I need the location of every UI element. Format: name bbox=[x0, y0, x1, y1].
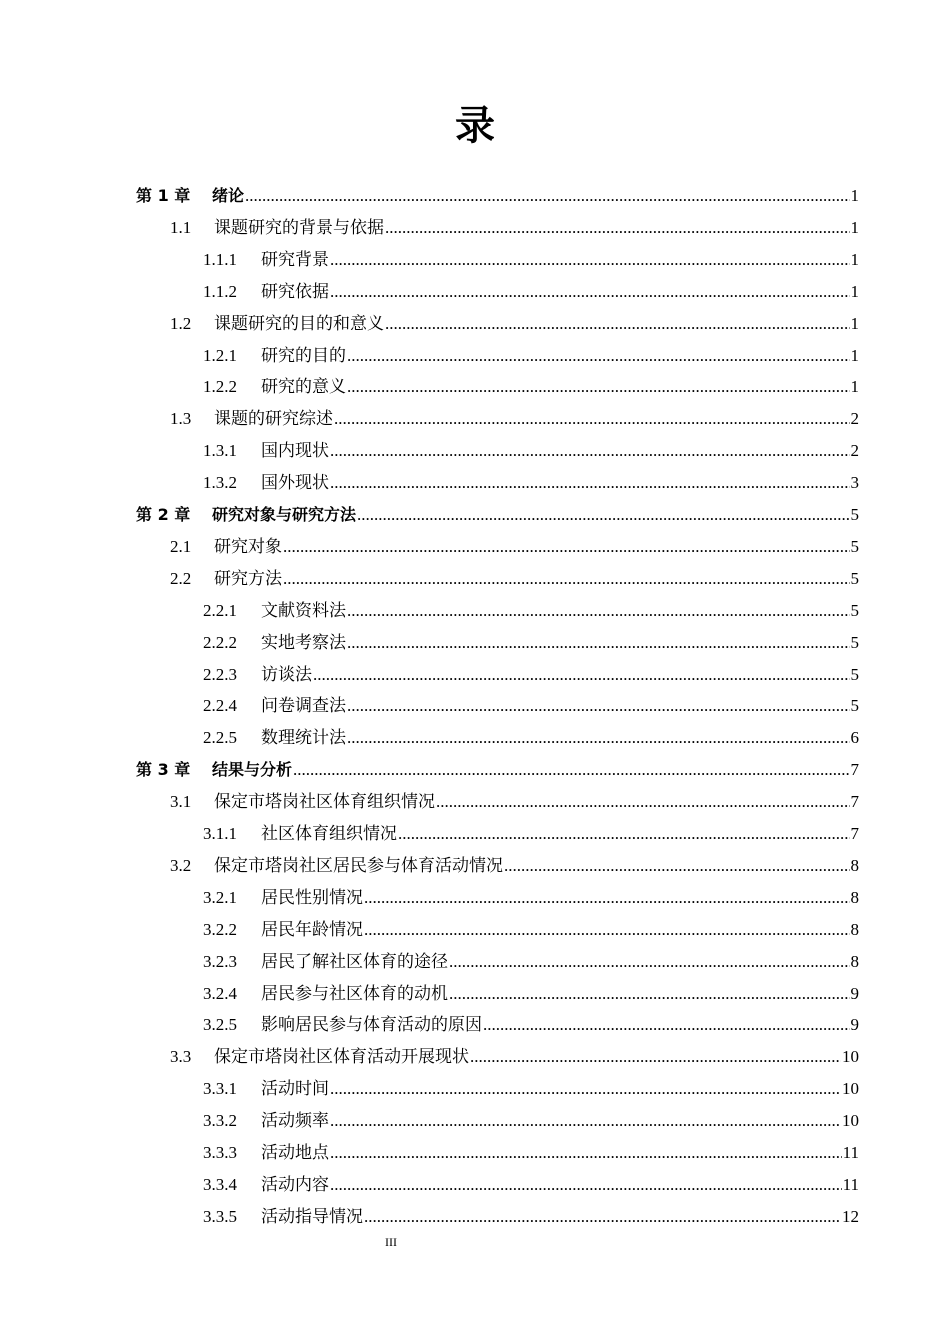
toc-dot-leader bbox=[347, 690, 850, 722]
toc-entry-page: 8 bbox=[850, 952, 859, 971]
toc-entry-number: 3.3.3 bbox=[203, 1143, 237, 1162]
toc-entry-number: 1.3 bbox=[170, 409, 192, 428]
toc-entry-title: 数理统计法 bbox=[261, 728, 346, 748]
toc-dot-leader bbox=[330, 1105, 841, 1137]
toc-entry-page: 10 bbox=[842, 1079, 859, 1098]
toc-entry-title: 活动内容 bbox=[261, 1175, 329, 1195]
toc-entry-title: 国内现状 bbox=[261, 441, 329, 461]
toc-dot-leader bbox=[330, 244, 850, 276]
toc-entry-page: 1 bbox=[850, 346, 859, 365]
toc-dot-leader bbox=[364, 914, 850, 946]
toc-entry-number: 1.2 bbox=[170, 314, 192, 333]
toc-entry-title: 居民性别情况 bbox=[261, 888, 363, 908]
toc-dot-leader bbox=[504, 850, 850, 882]
toc-entry-number: 1.1.1 bbox=[203, 250, 237, 269]
toc-dot-leader bbox=[283, 563, 850, 595]
toc-entry-title: 文献资料法 bbox=[261, 601, 346, 621]
toc-dot-leader bbox=[398, 818, 850, 850]
toc-dot-leader bbox=[347, 340, 850, 372]
toc-entry-page: 1 bbox=[850, 282, 859, 301]
toc-entry[interactable] bbox=[0, 467, 950, 499]
toc-entry-page: 5 bbox=[850, 505, 859, 524]
toc-entry-page: 2 bbox=[850, 409, 859, 428]
toc-entry-number: 3.2.1 bbox=[203, 888, 237, 907]
toc-entry-number: 3.2.3 bbox=[203, 952, 237, 971]
toc-entry-title: 研究背景 bbox=[261, 250, 329, 270]
toc-entry[interactable] bbox=[0, 946, 950, 978]
toc-entry[interactable] bbox=[0, 435, 950, 467]
toc-entry-page: 8 bbox=[850, 888, 859, 907]
toc-entry-number: 3.3.5 bbox=[203, 1207, 237, 1226]
toc-dot-leader bbox=[330, 1073, 841, 1105]
toc-entry-page: 10 bbox=[842, 1111, 859, 1130]
toc-entry-title: 课题研究的背景与依据 bbox=[214, 218, 384, 238]
toc-entry-title: 研究依据 bbox=[261, 282, 329, 302]
toc-entry-number: 1.2.2 bbox=[203, 377, 237, 396]
toc-entry-title: 保定市塔岗社区体育组织情况 bbox=[214, 792, 435, 812]
toc-entry[interactable] bbox=[0, 371, 950, 403]
toc-entry-title: 社区体育组织情况 bbox=[261, 824, 397, 844]
toc-entry[interactable] bbox=[0, 914, 950, 946]
toc-entry-title: 居民了解社区体育的途径 bbox=[261, 952, 448, 972]
toc-entry-page: 12 bbox=[842, 1207, 859, 1226]
toc-entry-title: 国外现状 bbox=[261, 473, 329, 493]
toc-entry-page: 1 bbox=[850, 218, 859, 237]
toc-entry-title: 绪论 bbox=[212, 186, 245, 205]
toc-dot-leader bbox=[283, 531, 850, 563]
toc-entry-page: 8 bbox=[850, 920, 859, 939]
toc-entry-page: 3 bbox=[850, 473, 859, 492]
toc-entry-page: 1 bbox=[850, 314, 859, 333]
toc-dot-leader bbox=[330, 1137, 842, 1169]
page-title: 录 bbox=[455, 103, 495, 149]
toc-entry-number: 2.2.3 bbox=[203, 665, 237, 684]
toc-entry-number: 2.2.5 bbox=[203, 728, 237, 747]
toc-entry[interactable] bbox=[0, 1041, 950, 1073]
toc-entry-number: 1.1.2 bbox=[203, 282, 237, 301]
toc-entry[interactable] bbox=[0, 1169, 950, 1201]
toc-entry-title: 研究对象与研究方法 bbox=[212, 505, 357, 524]
toc-entry[interactable] bbox=[0, 659, 950, 691]
toc-entry-title: 研究方法 bbox=[214, 569, 282, 589]
toc-entry-title: 保定市塔岗社区体育活动开展现状 bbox=[214, 1047, 469, 1067]
toc-dot-leader bbox=[470, 1041, 841, 1073]
toc-entry[interactable] bbox=[0, 403, 950, 435]
toc-dot-leader bbox=[364, 882, 850, 914]
toc-dot-leader bbox=[245, 180, 849, 212]
toc-entry-title: 居民年龄情况 bbox=[261, 920, 363, 940]
toc-entry-page: 5 bbox=[850, 601, 859, 620]
toc-entry[interactable] bbox=[0, 531, 950, 563]
toc-entry-title: 研究的意义 bbox=[261, 377, 346, 397]
toc-entry-title: 活动地点 bbox=[261, 1143, 329, 1163]
toc-entry[interactable] bbox=[0, 1105, 950, 1137]
toc-entry-page: 5 bbox=[850, 665, 859, 684]
toc-dot-leader bbox=[330, 1169, 842, 1201]
toc-dot-leader bbox=[347, 627, 850, 659]
toc-entry-title: 实地考察法 bbox=[261, 633, 346, 653]
toc-entry-page: 7 bbox=[850, 792, 859, 811]
toc-entry-number: 3.3.2 bbox=[203, 1111, 237, 1130]
toc-entry-number: 3.1.1 bbox=[203, 824, 237, 843]
toc-entry-number: 1.1 bbox=[170, 218, 192, 237]
toc-entry-page: 1 bbox=[850, 186, 859, 205]
toc-entry-number: 3.3.1 bbox=[203, 1079, 237, 1098]
toc-entry[interactable] bbox=[0, 722, 950, 754]
toc-entry-title: 活动频率 bbox=[261, 1111, 329, 1131]
toc-entry-page: 9 bbox=[850, 1015, 859, 1034]
toc-entry-number: 第 3 章 bbox=[136, 760, 191, 779]
toc-entry[interactable] bbox=[0, 1073, 950, 1105]
toc-dot-leader bbox=[313, 659, 850, 691]
toc-dot-leader bbox=[293, 754, 849, 786]
toc-entry-title: 课题的研究综述 bbox=[214, 409, 333, 429]
toc-entry[interactable] bbox=[0, 308, 950, 340]
toc-entry-title: 活动时间 bbox=[261, 1079, 329, 1099]
toc-dot-leader bbox=[347, 595, 850, 627]
toc-entry-title: 保定市塔岗社区居民参与体育活动情况 bbox=[214, 856, 503, 876]
toc-entry-number: 2.2.1 bbox=[203, 601, 237, 620]
toc-entry-page: 5 bbox=[850, 569, 859, 588]
toc-entry[interactable] bbox=[0, 340, 950, 372]
toc-dot-leader bbox=[385, 308, 850, 340]
toc-entry-number: 第 2 章 bbox=[136, 505, 191, 524]
toc-dot-leader bbox=[436, 786, 850, 818]
toc-entry-number: 3.2.5 bbox=[203, 1015, 237, 1034]
toc-dot-leader bbox=[330, 467, 850, 499]
toc-dot-leader bbox=[330, 435, 850, 467]
toc-entry-page: 7 bbox=[850, 824, 859, 843]
toc-entry-page: 1 bbox=[850, 377, 859, 396]
toc-entry[interactable] bbox=[0, 978, 950, 1010]
toc-entry-title: 研究的目的 bbox=[261, 346, 346, 366]
toc-entry-number: 2.1 bbox=[170, 537, 192, 556]
toc-entry[interactable] bbox=[0, 882, 950, 914]
toc-entry-number: 3.3 bbox=[170, 1047, 192, 1066]
toc-entry[interactable] bbox=[0, 276, 950, 308]
toc-entry-page: 2 bbox=[850, 441, 859, 460]
toc-entry[interactable] bbox=[0, 786, 950, 818]
toc-entry-page: 1 bbox=[850, 250, 859, 269]
toc-entry-number: 2.2.2 bbox=[203, 633, 237, 652]
toc-entry-number: 3.2.2 bbox=[203, 920, 237, 939]
toc-dot-leader bbox=[449, 978, 850, 1010]
toc-dot-leader bbox=[334, 403, 850, 435]
toc-dot-leader bbox=[449, 946, 850, 978]
toc-entry-number: 1.3.2 bbox=[203, 473, 237, 492]
toc-entry-number: 3.3.4 bbox=[203, 1175, 237, 1194]
toc-entry-title: 访谈法 bbox=[261, 665, 312, 685]
toc-entry-number: 3.1 bbox=[170, 792, 192, 811]
toc-entry[interactable] bbox=[0, 180, 950, 212]
toc-dot-leader bbox=[347, 722, 850, 754]
toc-entry-title: 居民参与社区体育的动机 bbox=[261, 984, 448, 1004]
toc-entry-page: 11 bbox=[842, 1175, 859, 1194]
toc-entry-title: 研究对象 bbox=[214, 537, 282, 557]
toc-entry-number: 3.2 bbox=[170, 856, 192, 875]
toc-entry-page: 5 bbox=[850, 537, 859, 556]
page-number: III bbox=[385, 1235, 397, 1249]
toc-entry[interactable] bbox=[0, 850, 950, 882]
toc-entry-number: 1.3.1 bbox=[203, 441, 237, 460]
toc-entry-page: 5 bbox=[850, 696, 859, 715]
toc-entry-number: 第 1 章 bbox=[136, 186, 191, 205]
toc-entry[interactable] bbox=[0, 1137, 950, 1169]
toc-entry-page: 8 bbox=[850, 856, 859, 875]
toc-entry-number: 2.2 bbox=[170, 569, 192, 588]
toc-dot-leader bbox=[385, 212, 850, 244]
toc-entry-page: 10 bbox=[842, 1047, 859, 1066]
toc-entry-title: 课题研究的目的和意义 bbox=[214, 314, 384, 334]
toc-entry[interactable] bbox=[0, 1009, 950, 1041]
toc-dot-leader bbox=[330, 276, 850, 308]
toc-entry[interactable] bbox=[0, 244, 950, 276]
toc-entry-number: 1.2.1 bbox=[203, 346, 237, 365]
toc-entry-page: 7 bbox=[850, 760, 859, 779]
toc-entry[interactable] bbox=[0, 1201, 950, 1233]
toc-dot-leader bbox=[347, 371, 850, 403]
toc-entry-page: 11 bbox=[842, 1143, 859, 1162]
toc-entry-number: 2.2.4 bbox=[203, 696, 237, 715]
toc-entry[interactable] bbox=[0, 818, 950, 850]
toc-dot-leader bbox=[364, 1201, 841, 1233]
toc-entry-page: 5 bbox=[850, 633, 859, 652]
toc-dot-leader bbox=[483, 1009, 850, 1041]
toc-entry-title: 结果与分析 bbox=[212, 760, 293, 779]
toc-entry[interactable] bbox=[0, 563, 950, 595]
toc-entry-title: 问卷调查法 bbox=[261, 696, 346, 716]
toc-entry[interactable] bbox=[0, 754, 950, 786]
toc-entry-title: 活动指导情况 bbox=[261, 1207, 363, 1227]
toc-entry[interactable] bbox=[0, 595, 950, 627]
toc-entry[interactable] bbox=[0, 627, 950, 659]
toc-entry[interactable] bbox=[0, 690, 950, 722]
toc-entry-title: 影响居民参与体育活动的原因 bbox=[261, 1015, 482, 1035]
toc-entry-page: 9 bbox=[850, 984, 859, 1003]
toc-entry[interactable] bbox=[0, 212, 950, 244]
toc-entry-page: 6 bbox=[850, 728, 859, 747]
toc-dot-leader bbox=[357, 499, 849, 531]
toc-entry-number: 3.2.4 bbox=[203, 984, 237, 1003]
toc-entry[interactable] bbox=[0, 499, 950, 531]
